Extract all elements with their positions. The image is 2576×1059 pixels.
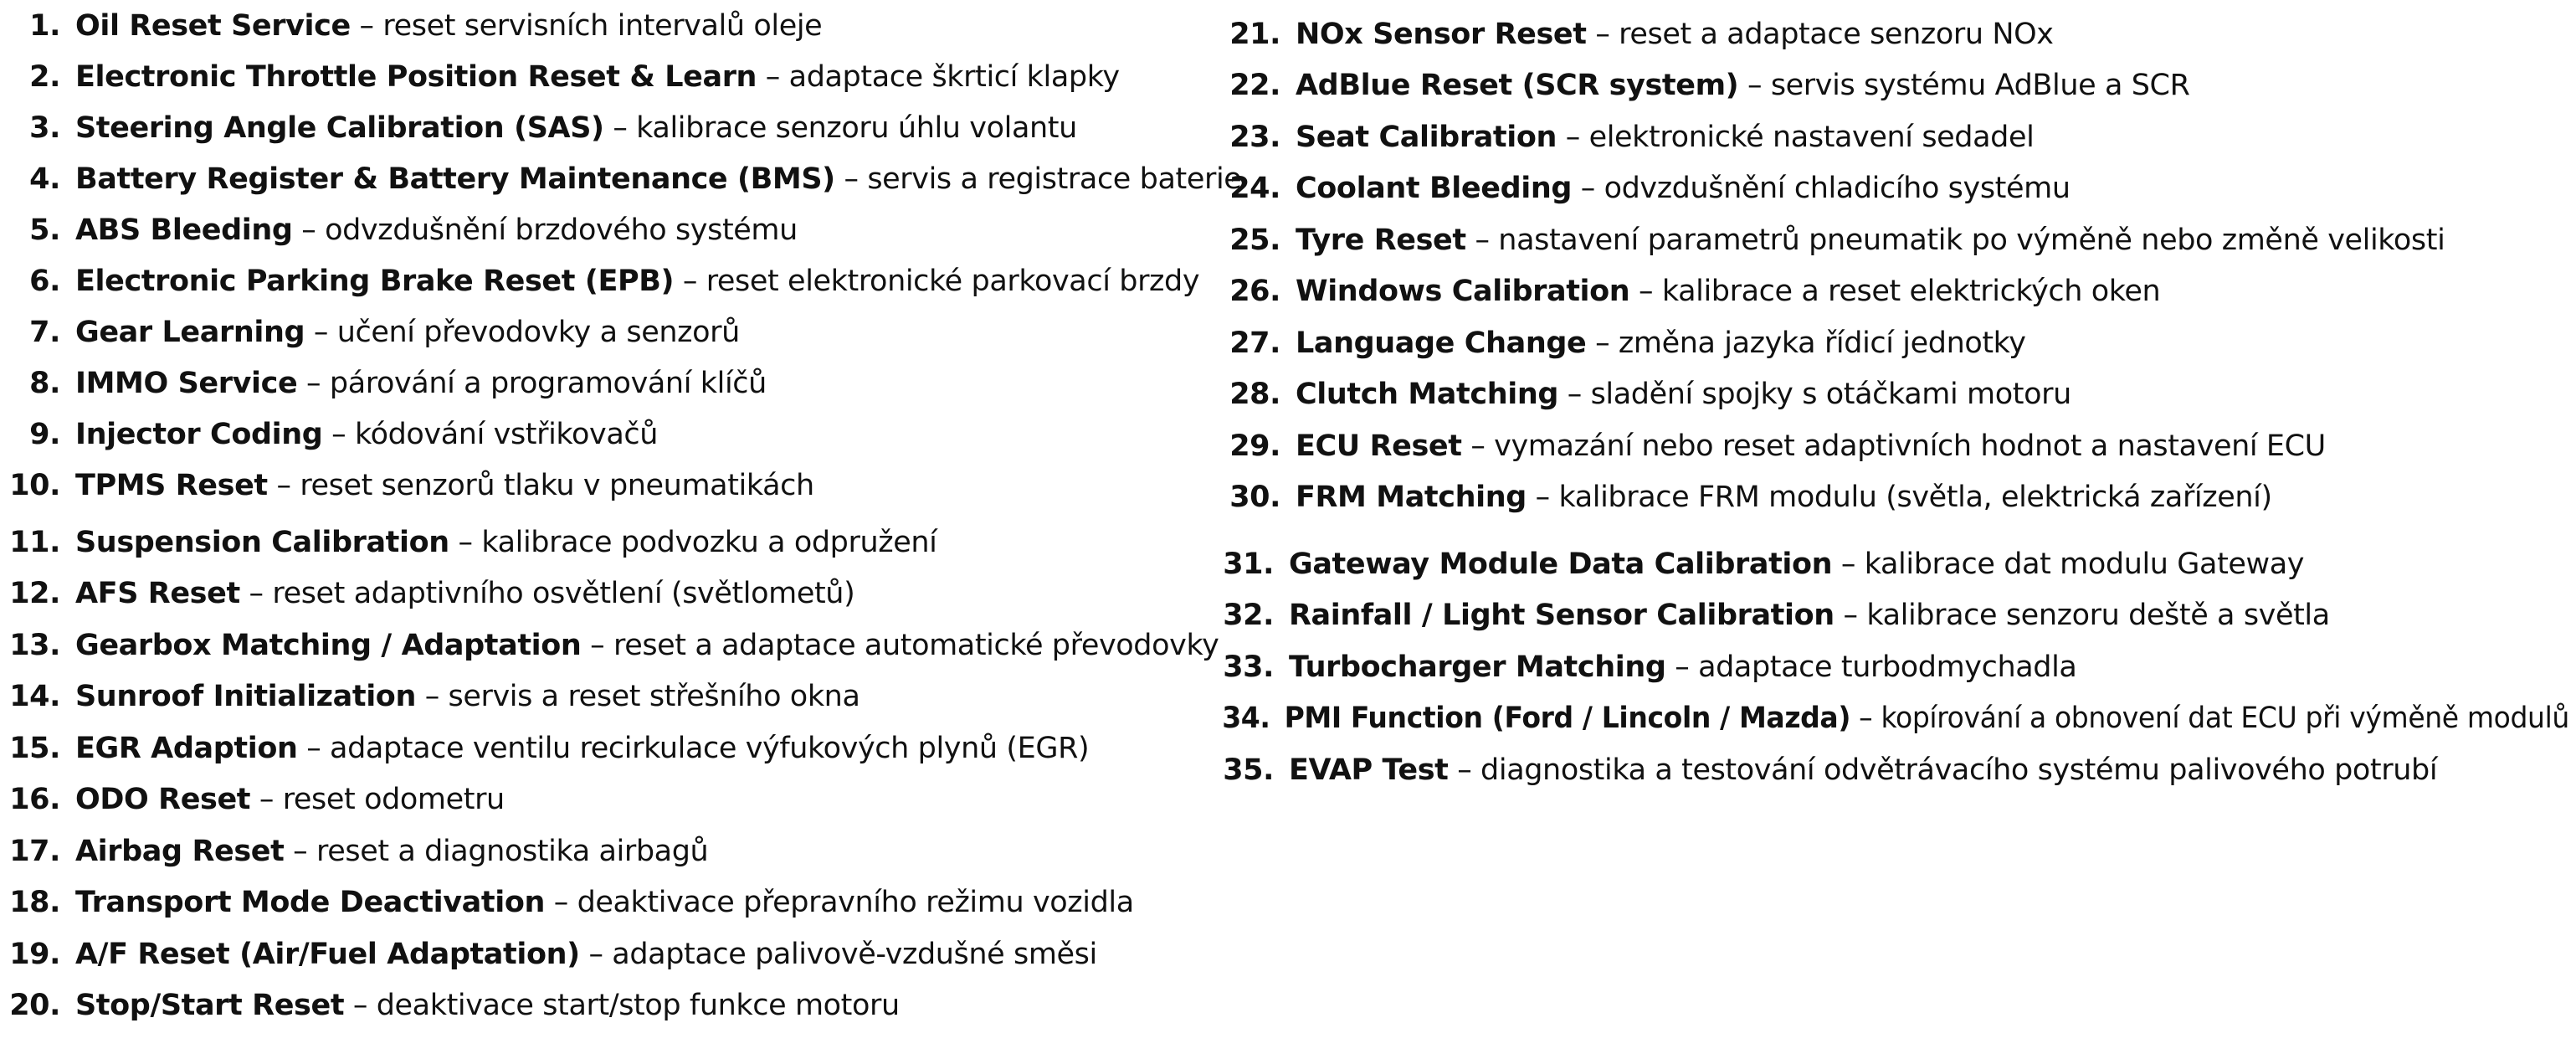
item-description: reset a diagnostika airbagů [316,835,709,868]
item-description: nastavení parametrů pneumatik po výměně nebo změně velikosti [1498,224,2445,257]
list-item [1215,221,2445,260]
item-description: učení převodovky a senzorů [336,316,740,349]
item-separator: – [603,111,637,145]
item-number: 25. [1229,224,1280,257]
list-item [8,109,1077,147]
item-description: kopírování a obnovení dat ECU při výměně modulů [1881,702,2569,735]
item-number: 9. [29,418,60,451]
item-number: 11. [9,526,60,559]
item-separator: – [1586,18,1619,51]
list-item [8,58,1120,96]
item-number: 28. [1229,378,1280,411]
item-number: 3. [29,111,60,145]
item-separator: – [292,213,326,247]
item-description: vymazání nebo reset adaptivních hodnot a nastavení ECU [1494,429,2326,463]
item-name: Clutch Matching [1296,378,1558,411]
item-name: Suspension Calibration [75,526,449,559]
item-name: Oil Reset Service [75,9,351,43]
item-separator: – [674,265,706,298]
item-description: servis a reset střešního okna [448,680,860,713]
list-item [8,415,658,454]
item-number: 29. [1229,429,1280,463]
item-separator: – [250,783,283,816]
item-description: kalibrace FRM modulu (světla, elektrická zařízení) [1558,481,2272,514]
item-description: adaptace palivově-vzdušné směsi [612,938,1097,971]
item-number: 26. [1229,275,1280,308]
item-description: adaptace škrticí klapky [788,60,1120,94]
item-separator: – [545,886,577,919]
item-separator: – [834,162,868,196]
item-number: 32. [1223,599,1274,632]
item-number: 20. [9,989,60,1022]
item-description: adaptace ventilu recirkulace výfukových plynů (EGR) [330,732,1090,765]
list-item [8,364,767,403]
item-number: 15. [9,732,60,765]
item-number: 10. [9,469,60,502]
item-name: Windows Calibration [1296,275,1630,308]
item-separator: – [1558,378,1591,411]
item-separator: – [1461,429,1495,463]
item-number: 18. [9,886,60,919]
item-description: reset senzorů tlaku v pneumatikách [300,469,814,502]
item-description: adaptace turbodmychadla [1698,650,2077,684]
item-name: Turbocharger Matching [1289,650,1666,684]
item-name: Gearbox Matching / Adaptation [75,629,582,662]
item-separator: – [1850,702,1881,735]
list-item [1215,15,2054,54]
list-item [1208,699,2569,738]
item-description: servis a registrace baterie [867,162,1242,196]
item-separator: – [1465,224,1499,257]
item-separator: – [322,418,355,451]
list-item [1215,478,2272,517]
item-number: 1. [29,9,60,43]
item-number: 5. [29,213,60,247]
item-number: 24. [1229,172,1280,205]
item-description: diagnostika a testování odvětrávacího systému palivového potrubí [1480,753,2438,787]
item-number: 2. [29,60,60,94]
item-separator: – [1572,172,1604,205]
item-description: odvzdušnění brzdového systému [325,213,798,247]
item-separator: – [297,367,330,400]
item-name: Transport Mode Deactivation [75,886,545,919]
item-separator: – [1557,121,1589,154]
item-number: 23. [1229,121,1280,154]
item-name: EVAP Test [1289,753,1449,787]
item-separator: – [757,60,789,94]
item-number: 4. [29,162,60,196]
item-separator: – [579,938,613,971]
list-item [8,523,936,562]
item-description: kalibrace senzoru úhlu volantu [636,111,1077,145]
list-item [1215,169,2071,208]
item-name: Sunroof Initialization [75,680,416,713]
item-separator: – [415,680,449,713]
item-name: Gateway Module Data Calibration [1289,547,1833,581]
item-separator: – [267,469,300,502]
item-name: PMI Function (Ford / Lincoln / Mazda) [1284,702,1851,735]
list-item [1208,545,2304,583]
item-number: 35. [1223,753,1274,787]
item-name: NOx Sensor Reset [1296,18,1587,51]
item-name: Stop/Start Reset [75,989,345,1022]
item-name: Airbag Reset [75,835,285,868]
item-name: IMMO Service [75,367,298,400]
item-description: reset elektronické parkovací brzdy [706,265,1200,298]
item-name: TPMS Reset [75,469,268,502]
list-item [8,160,1241,198]
item-separator: – [284,835,317,868]
item-separator: – [1832,547,1865,581]
list-item [8,677,860,716]
item-number: 16. [9,783,60,816]
item-description: reset adaptivního osvětlení (světlometů) [272,577,855,610]
list-item [8,986,900,1025]
list-item [8,466,814,505]
item-separator: – [350,9,383,43]
item-name: EGR Adaption [75,732,298,765]
list-item [8,780,505,819]
item-description: reset odometru [282,783,505,816]
item-description: kalibrace a reset elektrických oken [1661,275,2161,308]
item-name: Rainfall / Light Sensor Calibration [1289,599,1835,632]
item-name: Gear Learning [75,316,305,349]
item-number: 14. [9,680,60,713]
list-item [8,7,822,45]
item-number: 33. [1223,650,1274,684]
list-item [8,313,740,352]
list-item [8,935,1097,974]
item-number: 7. [29,316,60,349]
list-item [1215,272,2160,311]
item-name: Injector Coding [75,418,323,451]
item-number: 27. [1229,326,1280,360]
item-number: 31. [1223,547,1274,581]
item-description: reset servisních intervalů oleje [382,9,823,43]
item-separator: – [581,629,613,662]
item-description: reset a adaptace automatické převodovky [613,629,1219,662]
item-separator: – [449,526,482,559]
item-description: reset a adaptace senzoru NOx [1619,18,2054,51]
item-separator: – [1738,69,1771,102]
item-name: ECU Reset [1296,429,1462,463]
item-description: odvzdušnění chladicího systému [1604,172,2071,205]
item-separator: – [344,989,377,1022]
item-separator: – [1629,275,1662,308]
list-item [8,729,1089,768]
item-name: Coolant Bleeding [1296,172,1572,205]
list-item [8,626,1219,665]
item-description: sladění spojky s otáčkami motoru [1590,378,2071,411]
item-name: Language Change [1296,326,1587,360]
item-number: 8. [29,367,60,400]
item-separator: – [1526,481,1559,514]
item-separator: – [1586,326,1619,360]
item-number: 30. [1229,481,1280,514]
item-name: ABS Bleeding [75,213,293,247]
item-number: 34. [1222,702,1270,735]
item-name: Electronic Parking Brake Reset (EPB) [75,265,675,298]
list-item [8,262,1199,301]
item-separator: – [305,316,337,349]
list-item [8,832,708,871]
item-number: 17. [9,835,60,868]
item-separator: – [1665,650,1699,684]
item-number: 22. [1229,69,1280,102]
item-description: změna jazyka řídicí jednotky [1618,326,2026,360]
item-name: Seat Calibration [1296,121,1557,154]
item-name: Electronic Throttle Position Reset & Learn [75,60,757,94]
item-name: Battery Register & Battery Maintenance (BMS) [75,162,835,196]
item-number: 21. [1229,18,1280,51]
list-item [8,883,1134,922]
item-name: AFS Reset [75,577,240,610]
item-name: ODO Reset [75,783,251,816]
item-description: deaktivace přepravního režimu vozidla [577,886,1134,919]
item-separator: – [239,577,273,610]
list-item [1215,324,2026,362]
item-description: servis systému AdBlue a SCR [1770,69,2190,102]
list-item [1215,118,2034,157]
item-description: kalibrace podvozku a odpružení [481,526,937,559]
item-number: 12. [9,577,60,610]
item-description: kódování vstřikovačů [354,418,659,451]
item-separator: – [297,732,331,765]
list-item [1208,596,2330,635]
list-item [8,574,854,613]
item-description: párování a programování klíčů [329,367,767,400]
item-name: A/F Reset (Air/Fuel Adaptation) [75,938,580,971]
item-name: Tyre Reset [1296,224,1466,257]
list-item [1215,375,2071,414]
item-number: 13. [9,629,60,662]
item-description: elektronické nastavení sedadel [1588,121,2035,154]
item-name: FRM Matching [1296,481,1527,514]
item-number: 19. [9,938,60,971]
item-separator: – [1448,753,1481,787]
item-name: Steering Angle Calibration (SAS) [75,111,604,145]
list-item [8,211,798,249]
item-number: 6. [29,265,60,298]
list-item [1208,751,2437,789]
item-description: kalibrace dat modulu Gateway [1864,547,2305,581]
item-description: kalibrace senzoru deště a světla [1866,599,2330,632]
item-description: deaktivace start/stop funkce motoru [376,989,900,1022]
item-name: AdBlue Reset (SCR system) [1296,69,1739,102]
list-item [1215,427,2326,465]
list-item [1215,66,2190,105]
item-separator: – [1834,599,1867,632]
list-item [1208,648,2076,686]
